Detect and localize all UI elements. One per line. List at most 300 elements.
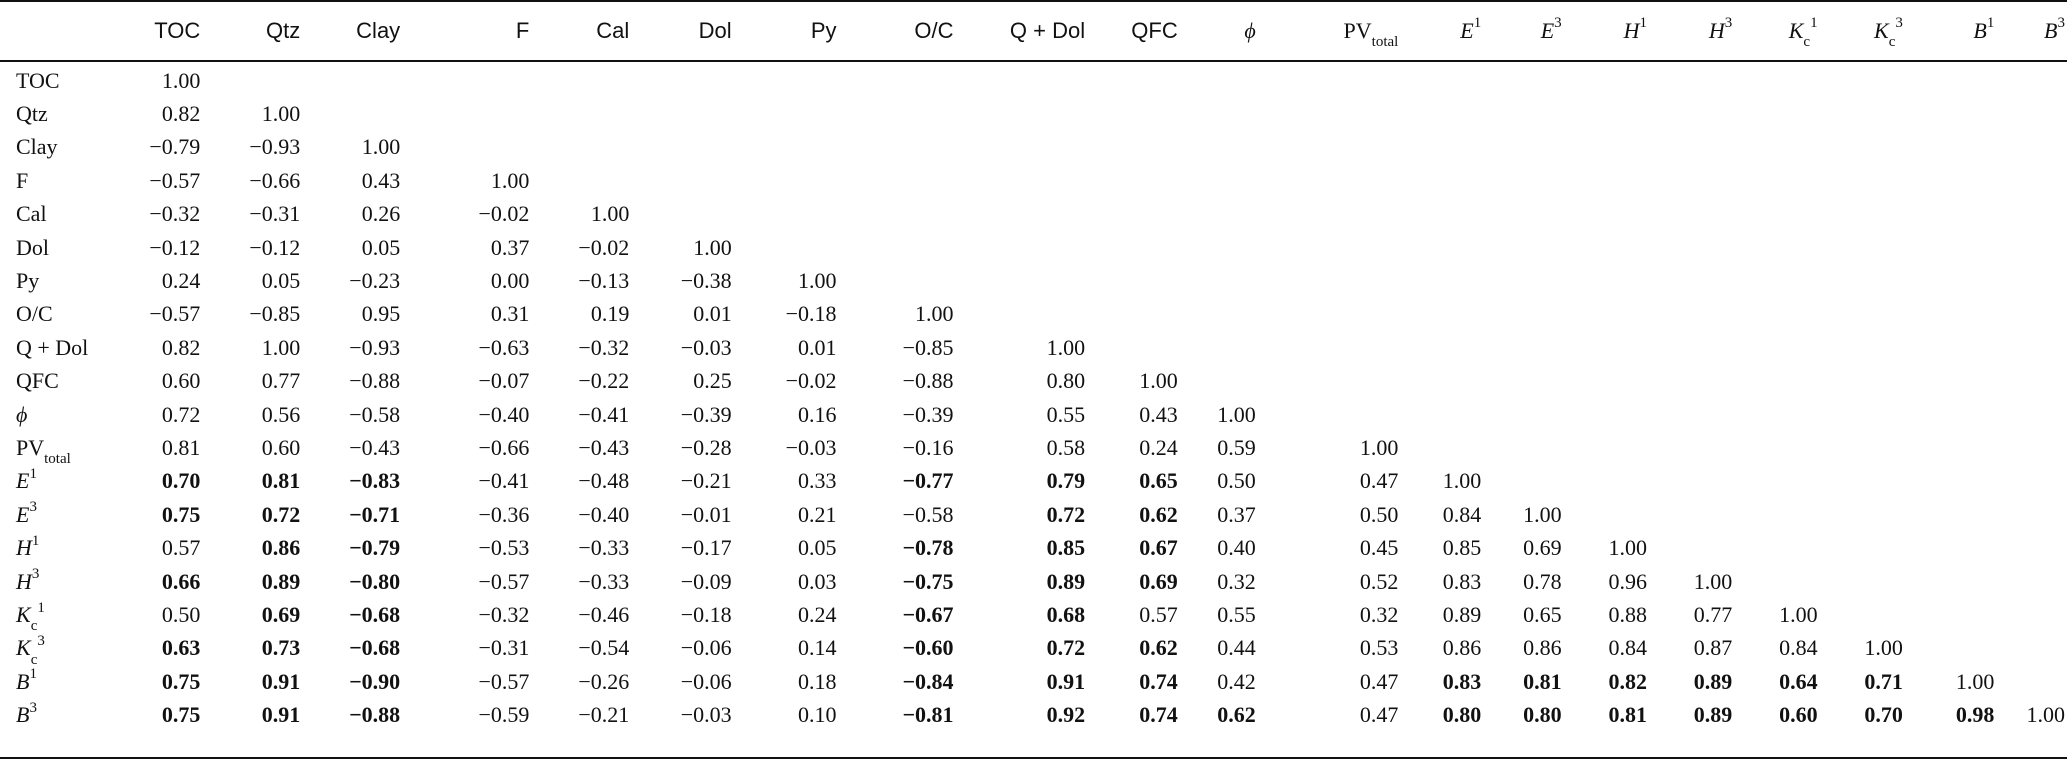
correlation-cell: −0.02 [478, 201, 530, 227]
table-row [0, 431, 2067, 464]
correlation-cell: 0.89 [1693, 668, 1733, 694]
row-label-kc3-text: K [16, 635, 31, 661]
column-header-b3-superscript: 3 [2057, 15, 2065, 32]
column-header-clay-text: Clay [356, 17, 401, 43]
correlation-cell: −0.43 [578, 434, 630, 460]
row-label-kc1-superscript: 1 [37, 599, 45, 616]
correlation-cell [1820, 264, 1905, 297]
correlation-cell: 0.47 [1359, 702, 1399, 728]
correlation-cell [1564, 164, 1649, 197]
correlation-cell: −0.17 [680, 535, 732, 561]
correlation-cell: −0.06 [680, 635, 732, 661]
correlation-cell [1996, 531, 2067, 564]
correlation-cell: −0.63 [478, 334, 530, 360]
column-header-b1-superscript: 1 [1986, 15, 1995, 32]
correlation-cell: −0.36 [478, 501, 530, 527]
correlation-cell [1996, 60, 2067, 97]
correlation-cell: 0.16 [798, 401, 837, 427]
row-label-clay-text: Clay [16, 134, 58, 160]
column-header-e1-text: E [1460, 17, 1474, 43]
correlation-cell [1400, 298, 1483, 331]
correlation-cell [1564, 431, 1649, 464]
correlation-cell: 0.43 [1139, 401, 1178, 427]
correlation-cell [1905, 60, 1996, 97]
correlation-cell [1087, 231, 1180, 264]
correlation-cell: 0.81 [161, 434, 201, 460]
correlation-cell: 0.72 [261, 501, 301, 527]
correlation-cell [1820, 431, 1905, 464]
correlation-cell: 0.72 [161, 401, 201, 427]
correlation-cell [1180, 264, 1258, 297]
row-label-qfc-text: QFC [16, 368, 59, 394]
correlation-cell [1400, 264, 1483, 297]
correlation-cell [1996, 398, 2067, 431]
correlation-cell: −0.85 [249, 301, 301, 327]
correlation-cell: 0.62 [1139, 635, 1178, 661]
correlation-cell: 0.70 [161, 468, 201, 494]
row-label-b3-superscript: 3 [29, 699, 37, 716]
correlation-cell: 1.00 [1442, 468, 1482, 494]
correlation-cell: 0.69 [1523, 535, 1562, 561]
correlation-cell [1996, 264, 2067, 297]
correlation-cell: 0.47 [1359, 668, 1399, 694]
correlation-cell: 0.50 [161, 601, 201, 627]
correlation-cell: −0.77 [902, 468, 954, 494]
correlation-cell [1483, 131, 1563, 164]
correlation-cell: −0.79 [349, 535, 401, 561]
correlation-cell: 0.50 [1359, 501, 1399, 527]
correlation-cell: 1.00 [2026, 702, 2065, 728]
table-row [0, 632, 2067, 665]
row-label-kc3 [0, 632, 146, 668]
correlation-cell: 0.98 [1955, 702, 1995, 728]
correlation-cell: 0.83 [1442, 568, 1482, 594]
correlation-cell: 0.83 [1442, 668, 1482, 694]
column-header-b1-text: B [1973, 17, 1987, 43]
correlation-cell [734, 198, 839, 231]
row-label-e3-text: E [16, 501, 30, 527]
correlation-cell [1180, 97, 1258, 130]
column-header-e1-superscript: 1 [1473, 15, 1482, 32]
correlation-cell: 0.89 [261, 568, 301, 594]
correlation-cell [734, 97, 839, 130]
row-label-kc3-superscript: 3 [37, 633, 45, 649]
correlation-cell [1483, 164, 1563, 197]
row-label-q-dol [0, 331, 146, 364]
correlation-cell [839, 164, 956, 197]
correlation-cell: 1.00 [1217, 401, 1256, 427]
correlation-cell: 0.03 [798, 568, 837, 594]
correlation-cell [956, 97, 1088, 130]
correlation-cell: 1.00 [590, 201, 630, 227]
correlation-cell: 1.00 [1608, 535, 1647, 561]
table-row [0, 665, 2067, 698]
correlation-cell: −0.90 [349, 668, 401, 694]
correlation-cell: 0.33 [798, 468, 837, 494]
correlation-cell [1087, 131, 1180, 164]
correlation-cell [1996, 565, 2067, 598]
row-label-b1 [0, 665, 146, 698]
correlation-cell [402, 60, 531, 97]
correlation-cell [1820, 298, 1905, 331]
correlation-cell [1996, 465, 2067, 498]
correlation-cell: 0.18 [798, 668, 837, 694]
correlation-cell [1564, 97, 1649, 130]
correlation-cell: −0.12 [249, 234, 301, 260]
correlation-cell [1996, 198, 2067, 231]
correlation-cell: 0.01 [798, 334, 837, 360]
correlation-cell: −0.01 [680, 501, 732, 527]
correlation-cell [1258, 60, 1401, 97]
row-label-e3 [0, 498, 146, 531]
correlation-cell: 0.75 [161, 668, 201, 694]
correlation-cell [1087, 164, 1180, 197]
correlation-cell: 0.32 [1359, 601, 1399, 627]
correlation-cell [839, 231, 956, 264]
correlation-cell: −0.21 [680, 468, 732, 494]
column-header-o-c-text: O/C [914, 17, 954, 43]
correlation-cell [1649, 60, 1734, 97]
correlation-cell [531, 97, 631, 130]
correlation-cell [839, 97, 956, 130]
correlation-cell: 0.47 [1359, 468, 1399, 494]
correlation-cell: 0.89 [1046, 568, 1086, 594]
correlation-cell: 0.88 [1608, 601, 1647, 627]
column-header-qfc-text: QFC [1131, 17, 1178, 43]
correlation-cell [1905, 198, 1996, 231]
column-header-e1 [1400, 1, 1483, 60]
correlation-cell [1564, 498, 1649, 531]
correlation-cell [956, 264, 1088, 297]
correlation-cell [956, 60, 1088, 97]
correlation-cell: −0.33 [578, 568, 630, 594]
column-header-toc-text: TOC [154, 17, 201, 43]
correlation-cell: −0.39 [902, 401, 954, 427]
column-header-pvtotal [1258, 1, 1401, 60]
correlation-cell: 0.57 [1139, 601, 1178, 627]
correlation-cell: −0.43 [349, 434, 401, 460]
table-row [0, 164, 2067, 197]
correlation-cell [1087, 264, 1180, 297]
correlation-cell: −0.81 [902, 702, 954, 728]
correlation-cell: −0.18 [680, 601, 732, 627]
correlation-cell [1180, 231, 1258, 264]
correlation-cell [1996, 131, 2067, 164]
correlation-cell: −0.83 [349, 468, 401, 494]
row-label-toc [0, 60, 146, 97]
row-label-e1-text: E [16, 468, 30, 494]
row-label-clay [0, 131, 146, 164]
correlation-cell [1820, 331, 1905, 364]
column-header-h3-text: H [1708, 17, 1725, 43]
correlation-cell: −0.16 [902, 434, 954, 460]
correlation-cell [1258, 198, 1401, 231]
correlation-cell [1400, 97, 1483, 130]
correlation-cell [1400, 431, 1483, 464]
correlation-cell [1649, 198, 1734, 231]
correlation-cell: 0.60 [161, 368, 201, 394]
correlation-cell [1996, 665, 2067, 698]
correlation-cell [402, 131, 531, 164]
row-label-kc3-subscript: c [30, 651, 38, 668]
table-row [0, 331, 2067, 364]
correlation-cell: 0.74 [1139, 668, 1178, 694]
correlation-cell: 1.00 [261, 334, 301, 360]
correlation-cell [1483, 398, 1563, 431]
correlation-cell: 0.32 [1217, 568, 1256, 594]
column-header-qtz [202, 1, 302, 60]
correlation-cell [1996, 298, 2067, 331]
correlation-cell: −0.88 [349, 702, 401, 728]
column-header-q-dol-text: Q + Dol [1009, 17, 1086, 43]
header-row [0, 1, 2067, 60]
correlation-cell [1734, 365, 1819, 398]
correlation-cell: 0.50 [1217, 468, 1256, 494]
correlation-cell: −0.31 [249, 201, 301, 227]
correlation-cell: −0.26 [578, 668, 630, 694]
correlation-cell [1483, 365, 1563, 398]
row-label-toc-text: TOC [16, 67, 60, 93]
correlation-cell: 0.26 [361, 201, 401, 227]
correlation-cell: 1.00 [798, 268, 837, 294]
correlation-cell: 0.78 [1523, 568, 1562, 594]
column-header-kc3-text: K [1874, 17, 1889, 43]
correlation-cell [1564, 398, 1649, 431]
column-header-o-c [839, 1, 956, 60]
correlation-cell: −0.80 [349, 568, 401, 594]
correlation-cell: 0.85 [1442, 535, 1482, 561]
correlation-cell: 0.82 [161, 334, 201, 360]
correlation-cell [1905, 97, 1996, 130]
correlation-cell: −0.03 [785, 434, 837, 460]
correlation-cell [1734, 331, 1819, 364]
table-body [0, 60, 2067, 732]
correlation-cell [631, 198, 733, 231]
column-header-h1 [1564, 1, 1649, 60]
column-header-py [734, 1, 839, 60]
column-header-kc3-subscript: c [1888, 33, 1896, 50]
correlation-cell: 1.00 [1864, 635, 1903, 661]
correlation-cell: −0.84 [902, 668, 954, 694]
correlation-cell: −0.41 [478, 468, 530, 494]
row-label-e1 [0, 465, 146, 498]
correlation-cell [1734, 264, 1819, 297]
correlation-cell: −0.85 [902, 334, 954, 360]
table-row [0, 598, 2067, 631]
correlation-cell [1996, 231, 2067, 264]
correlation-cell: −0.06 [680, 668, 732, 694]
correlation-cell [202, 60, 302, 97]
row-label-h1-text: H [16, 535, 32, 561]
correlation-cell [302, 97, 402, 130]
correlation-cell: −0.02 [785, 368, 837, 394]
correlation-cell: 0.66 [161, 568, 201, 594]
correlation-cell [1734, 398, 1819, 431]
correlation-cell: −0.93 [249, 134, 301, 160]
correlation-cell [839, 198, 956, 231]
correlation-cell [1649, 164, 1734, 197]
correlation-cell: 0.10 [798, 702, 837, 728]
correlation-cell: 1.00 [261, 101, 301, 127]
correlation-cell: 0.91 [261, 668, 301, 694]
row-label-b1-text: B [16, 668, 30, 694]
table-row [0, 264, 2067, 297]
correlation-cell: 0.43 [361, 167, 401, 193]
correlation-cell: 0.86 [1523, 635, 1562, 661]
correlation-cell [1996, 164, 2067, 197]
correlation-cell: 0.63 [161, 635, 201, 661]
correlation-cell: 0.64 [1779, 668, 1818, 694]
correlation-cell: −0.09 [680, 568, 732, 594]
correlation-cell [1734, 60, 1819, 97]
correlation-cell [1734, 97, 1819, 130]
table-row [0, 97, 2067, 130]
row-label-e1-superscript: 1 [29, 466, 37, 483]
correlation-cell: 0.05 [361, 234, 401, 260]
correlation-cell: 1.00 [1139, 368, 1178, 394]
correlation-cell [1649, 431, 1734, 464]
correlation-cell [1649, 531, 1734, 564]
correlation-cell: −0.79 [149, 134, 201, 160]
correlation-cell: 0.05 [798, 535, 837, 561]
correlation-cell [1258, 298, 1401, 331]
correlation-cell: 1.00 [1523, 501, 1562, 527]
column-header-h3 [1649, 1, 1734, 60]
correlation-cell [1996, 431, 2067, 464]
row-label-pvtotal-subscript: total [44, 451, 71, 468]
correlation-cell [1734, 131, 1819, 164]
correlation-cell: 0.55 [1046, 401, 1086, 427]
correlation-cell: 0.68 [1046, 601, 1086, 627]
correlation-cell [1734, 298, 1819, 331]
correlation-cell [1649, 231, 1734, 264]
correlation-cell: 0.44 [1217, 635, 1256, 661]
row-label-q-dol-text: Q + Dol [16, 334, 89, 360]
correlation-cell [631, 131, 733, 164]
correlation-cell: −0.21 [578, 702, 630, 728]
correlation-cell [1734, 565, 1819, 598]
column-header-qtz-text: Qtz [266, 17, 301, 43]
correlation-cell [1905, 398, 1996, 431]
correlation-cell: 0.57 [161, 535, 201, 561]
correlation-cell [1820, 131, 1905, 164]
row-label-dol [0, 231, 146, 264]
row-label-h3-superscript: 3 [31, 566, 40, 583]
correlation-cell: −0.32 [578, 334, 630, 360]
bottom-rule [0, 757, 2067, 759]
correlation-cell [1996, 598, 2067, 631]
column-header-h1-superscript: 1 [1639, 15, 1647, 32]
correlation-cell: 1.00 [161, 67, 201, 93]
correlation-cell [1180, 60, 1258, 97]
correlation-cell: −0.22 [578, 368, 630, 394]
row-label-f-text: F [16, 167, 29, 193]
correlation-cell: 1.00 [1046, 334, 1086, 360]
correlation-cell: −0.58 [349, 401, 401, 427]
correlation-cell [1905, 298, 1996, 331]
row-label-dol-text: Dol [16, 234, 49, 260]
row-label-cal [0, 198, 146, 231]
correlation-cell: −0.53 [478, 535, 530, 561]
correlation-cell: 0.31 [490, 301, 530, 327]
correlation-cell: 1.00 [490, 167, 530, 193]
correlation-cell: 1.00 [693, 234, 732, 260]
correlation-cell: −0.54 [578, 635, 630, 661]
correlation-cell [1258, 231, 1401, 264]
correlation-cell [1258, 131, 1401, 164]
correlation-cell: 0.96 [1608, 568, 1647, 594]
correlation-cell: 0.73 [261, 635, 301, 661]
correlation-cell [1087, 198, 1180, 231]
correlation-cell [1483, 331, 1563, 364]
row-label-cal-text: Cal [16, 201, 47, 227]
correlation-cell: 0.65 [1139, 468, 1178, 494]
row-label-blank-text: ϕ [16, 401, 28, 427]
correlation-cell: −0.40 [478, 401, 530, 427]
correlation-cell: −0.41 [578, 401, 630, 427]
correlation-matrix-table [0, 1, 2067, 732]
correlation-cell: 0.86 [261, 535, 301, 561]
correlation-cell [302, 60, 402, 97]
correlation-cell [1820, 365, 1905, 398]
correlation-cell [1905, 164, 1996, 197]
correlation-cell [1483, 298, 1563, 331]
correlation-cell: −0.68 [349, 635, 401, 661]
correlation-cell [1996, 632, 2067, 665]
correlation-cell [1483, 264, 1563, 297]
correlation-cell: 0.21 [798, 501, 837, 527]
column-header-blank-text: ϕ [1244, 17, 1256, 43]
column-header-q-dol [956, 1, 1088, 60]
correlation-cell: 1.00 [1955, 668, 1995, 694]
column-header-dol [631, 1, 733, 60]
table-row [0, 565, 2067, 598]
correlation-cell [1734, 198, 1819, 231]
correlation-cell: −0.13 [578, 268, 630, 294]
column-header-h3-superscript: 3 [1724, 15, 1733, 32]
column-header-cal-text: Cal [596, 17, 630, 43]
correlation-cell [1180, 365, 1258, 398]
correlation-cell [1905, 632, 1996, 665]
correlation-cell [1820, 164, 1905, 197]
correlation-cell [1564, 298, 1649, 331]
correlation-cell [1483, 97, 1563, 130]
correlation-cell [1820, 465, 1905, 498]
correlation-cell: 0.69 [261, 601, 301, 627]
correlation-cell [734, 164, 839, 197]
correlation-cell [1649, 298, 1734, 331]
correlation-cell [1905, 465, 1996, 498]
correlation-cell [1483, 198, 1563, 231]
row-label-h3 [0, 565, 146, 598]
correlation-cell: −0.58 [902, 501, 954, 527]
table-row [0, 498, 2067, 531]
row-label-py-text: Py [16, 268, 40, 294]
correlation-cell [631, 60, 733, 97]
correlation-cell [1734, 531, 1819, 564]
correlation-cell: 0.62 [1139, 501, 1178, 527]
correlation-cell [1400, 231, 1483, 264]
correlation-cell [1820, 565, 1905, 598]
row-label-py [0, 264, 146, 297]
table-row [0, 131, 2067, 164]
correlation-cell: 0.91 [261, 702, 301, 728]
row-label-h3-text: H [16, 568, 32, 594]
column-header-cal [531, 1, 631, 60]
row-label-h1 [0, 531, 146, 564]
correlation-cell: 0.19 [590, 301, 630, 327]
correlation-cell: −0.12 [149, 234, 201, 260]
